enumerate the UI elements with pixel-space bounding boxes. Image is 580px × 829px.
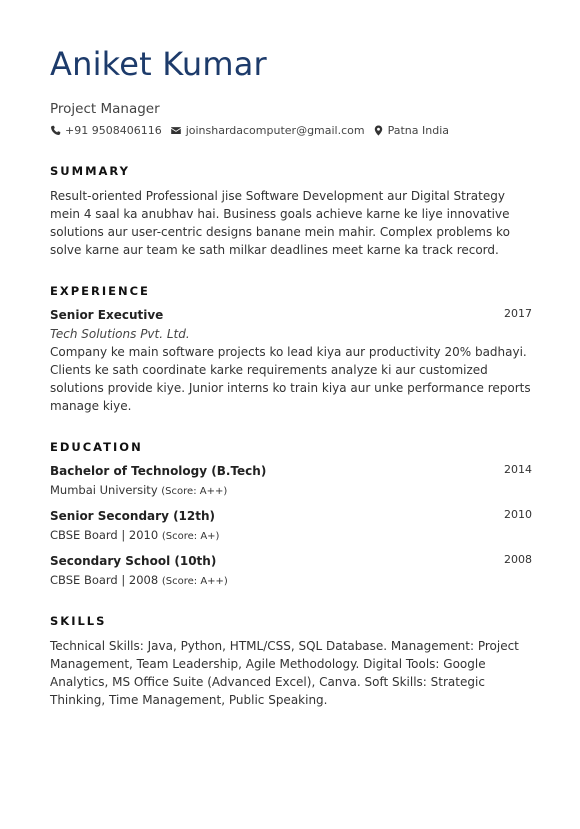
section-title-summary: SUMMARY — [50, 164, 130, 178]
education-score: (Score: A+) — [161, 531, 220, 542]
education-year: 2008 — [504, 553, 532, 566]
location-text: Patna India — [387, 123, 450, 137]
education-year: 2010 — [504, 508, 532, 521]
experience-company: Tech Solutions Pvt. Ltd. — [50, 327, 190, 341]
education-detail — [50, 572, 228, 590]
section-title-skills: SKILLS — [50, 614, 107, 628]
contact-email — [170, 124, 365, 137]
education-detail — [50, 527, 219, 545]
section-title-experience: EXPERIENCE — [50, 284, 150, 298]
experience-year: 2017 — [504, 307, 532, 320]
summary-text: Result-oriented Professional jise Software Development aur Digital Strategy mein 4 saal ka anubhav hai. Business goals achieve karne ke liye innovative solutions aur user-centric designs banane mein mahir. Complex problems ko solve karne aur team ke sath milkar deadlines meet karne ka track record. — [50, 189, 510, 257]
phone-text: +91 9508406116 — [65, 123, 162, 137]
experience-role: Senior Executive — [50, 308, 164, 322]
education-detail — [50, 482, 227, 500]
education-institution: CBSE Board | 2010 — [50, 528, 159, 542]
education-score: (Score: A++) — [161, 486, 228, 497]
education-score: (Score: A++) — [161, 576, 228, 587]
contact-row — [50, 122, 457, 138]
section-title-education: EDUCATION — [50, 440, 143, 454]
phone-icon — [50, 125, 61, 136]
envelope-icon — [170, 125, 182, 136]
email-text: joinshardacomputer@gmail.com — [185, 123, 365, 137]
education-degree: Bachelor of Technology (B.Tech) — [50, 464, 267, 478]
education-institution: CBSE Board | 2008 — [50, 573, 159, 587]
education-degree: Secondary School (10th) — [50, 554, 217, 568]
candidate-name: Aniket Kumar — [50, 45, 267, 83]
candidate-role: Project Manager — [50, 101, 160, 117]
education-institution: Mumbai University — [50, 483, 158, 497]
contact-phone — [50, 124, 162, 137]
education-year: 2014 — [504, 463, 532, 476]
contact-location — [373, 124, 449, 137]
experience-description: Company ke main software projects ko lead kiya aur productivity 20% badhayi. Clients ke sath coordinate karke requirements analyze ki aur customized solutions provide kiye. Junior interns ko train kiya aur unke performance reports manage kiye. — [50, 345, 531, 413]
education-degree: Senior Secondary (12th) — [50, 509, 216, 523]
map-pin-icon — [373, 125, 384, 136]
skills-text: Technical Skills: Java, Python, HTML/CSS, SQL Database. Management: Project Management, Team Leadership, Agile Methodology. Digital Tools: Google Analytics, MS Office Suite (Advanced Excel), Canva. Soft Skills: Strategic Thinking, Time Management, Public Speaking. — [50, 639, 519, 707]
